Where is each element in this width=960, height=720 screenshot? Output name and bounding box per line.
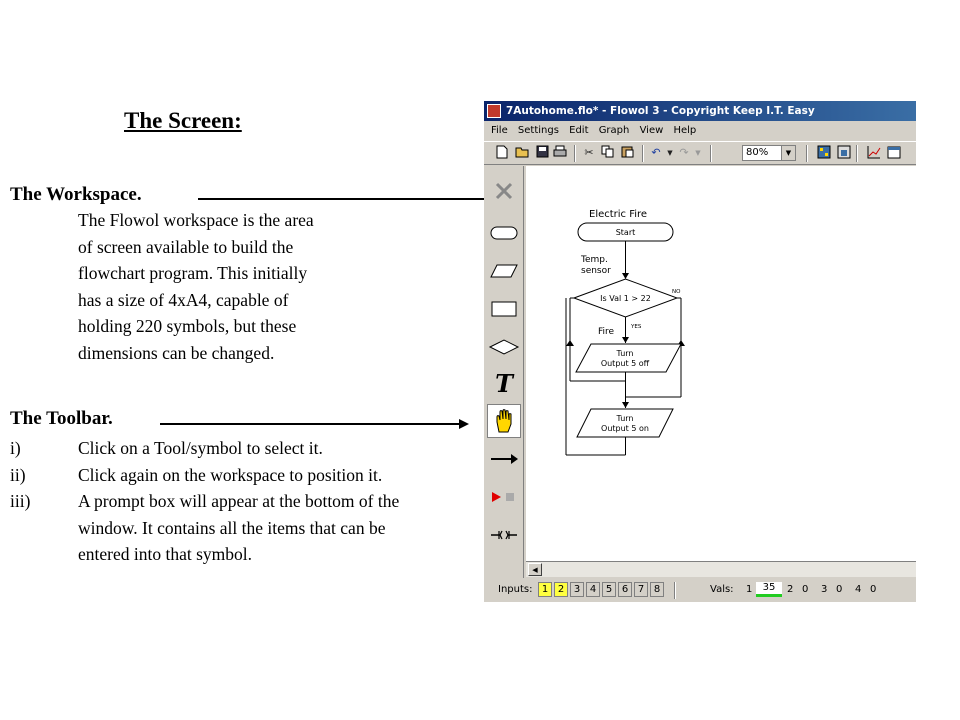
link-icon[interactable]	[487, 518, 521, 552]
connector-arrowhead	[622, 337, 629, 343]
io-status-bar	[484, 578, 916, 602]
list-item	[10, 488, 418, 568]
decision-shape-icon[interactable]	[487, 330, 521, 364]
connector-arrowhead	[566, 340, 574, 346]
input-toggle[interactable]: 8	[650, 582, 664, 597]
new-file-icon[interactable]	[494, 145, 510, 161]
print-icon[interactable]	[552, 145, 568, 161]
app-icon	[487, 104, 501, 118]
menu-edit[interactable]: Edit	[569, 125, 589, 136]
parallelogram-shape-icon[interactable]	[487, 254, 521, 288]
workspace-line: dimensions can be changed.	[78, 342, 275, 363]
properties-icon[interactable]	[886, 145, 902, 161]
val-reading[interactable]: 0	[802, 584, 809, 595]
redo-icon[interactable]: ↷	[679, 146, 689, 159]
start-label: Start	[615, 228, 636, 237]
redo-dropdown-icon[interactable]: ▼	[695, 149, 701, 157]
page-title: The Screen:	[124, 108, 242, 133]
copy-icon[interactable]	[600, 145, 616, 161]
decision-no-label: NO	[672, 289, 681, 295]
input-toggle[interactable]: 2	[554, 582, 568, 597]
step-number: ii)	[10, 464, 26, 485]
cut-scissors-icon[interactable]: ✂	[584, 146, 594, 159]
input-toggle[interactable]: 7	[634, 582, 648, 597]
mimic-view-icon[interactable]	[836, 145, 852, 161]
menu-help[interactable]: Help	[673, 125, 697, 136]
zoom-value: 80%	[746, 147, 769, 158]
menu-bar	[484, 122, 916, 140]
menu-graph[interactable]: Graph	[598, 125, 630, 136]
input-toggle[interactable]: 6	[618, 582, 632, 597]
text-tool-icon[interactable]: T	[495, 368, 513, 398]
inputs-label: Inputs:	[498, 584, 533, 595]
symbol-toolbox	[484, 166, 524, 578]
toolbar-pointer-line	[160, 423, 460, 425]
workspace-line: holding 220 symbols, but these	[78, 316, 297, 336]
fire-label: Fire	[598, 327, 615, 337]
menu-settings[interactable]: Settings	[517, 125, 559, 136]
input-toggle[interactable]: 1	[538, 582, 552, 597]
flowol-window	[484, 101, 916, 602]
connector-arrow-icon[interactable]	[487, 442, 521, 476]
workspace-description	[78, 207, 418, 366]
workspace-heading: The Workspace.	[10, 184, 142, 205]
val-reading[interactable]: 0	[836, 584, 843, 595]
undo-icon[interactable]: ↶	[651, 146, 661, 159]
toolbar-separator	[856, 145, 858, 162]
flowchart-label-title: Electric Fire	[589, 209, 648, 220]
val-id: 2	[787, 584, 794, 595]
step-text: Click on a Tool/symbol to select it.	[78, 438, 323, 458]
toolbar-separator	[710, 145, 712, 162]
hand-tool-icon[interactable]	[487, 404, 521, 438]
connector-arrowhead	[622, 402, 629, 408]
menu-file[interactable]: File	[491, 125, 508, 136]
toolbar-pointer-arrowhead	[459, 419, 469, 429]
main-toolbar	[484, 141, 916, 165]
workspace-line: has a size of 4xA4, capable of	[78, 289, 289, 310]
toolbar-steps	[10, 435, 418, 568]
step-text: Click again on the workspace to position it.	[78, 464, 383, 485]
open-folder-icon[interactable]	[514, 145, 530, 161]
workspace-line: The Flowol workspace is the area	[78, 210, 314, 230]
undo-dropdown-icon[interactable]: ▼	[667, 149, 673, 157]
val-id: 1	[746, 584, 753, 595]
terminator-shape-icon[interactable]	[487, 216, 521, 250]
zoom-select[interactable]	[742, 145, 796, 161]
sensor-label-line2: sensor	[581, 266, 611, 276]
toolbar-separator	[574, 145, 576, 162]
decision-yes-label: YES	[631, 324, 642, 330]
window-titlebar[interactable]	[484, 101, 916, 121]
run-stop-icon[interactable]	[487, 480, 521, 514]
toolbar-separator	[806, 145, 808, 162]
output-on-line2: Output 5 on	[601, 424, 649, 433]
status-separator	[674, 582, 676, 599]
chevron-down-icon[interactable]: ▼	[781, 146, 795, 160]
toolbar-heading: The Toolbar.	[10, 408, 113, 429]
mimic-panel-icon[interactable]	[816, 145, 832, 161]
save-disk-icon[interactable]	[534, 145, 550, 161]
flowchart-diagram	[526, 166, 916, 561]
workspace-line: flowchart program. This initially	[78, 263, 308, 283]
workspace-line: of screen available to build the	[78, 236, 294, 257]
list-item	[10, 462, 418, 489]
input-toggle[interactable]: 3	[570, 582, 584, 597]
val-reading[interactable]: 35	[756, 582, 782, 597]
step-number: iii)	[10, 491, 31, 511]
horizontal-scrollbar[interactable]	[526, 561, 916, 577]
output-off-line1: Turn	[616, 349, 634, 358]
step-text: A prompt box will appear at the bottom of the window. It contains all the items that can be entered into that symbol.	[78, 491, 400, 564]
sensor-label-line1: Temp.	[581, 255, 608, 265]
window-title: 7Autohome.flo* - Flowol 3 - Copyright Keep I.T. Easy	[506, 105, 815, 117]
rectangle-shape-icon[interactable]	[487, 292, 521, 326]
toolbar-separator	[642, 145, 644, 162]
graph-icon[interactable]	[866, 145, 882, 161]
val-id: 4	[855, 584, 862, 595]
scroll-left-icon[interactable]: ◀	[528, 563, 542, 576]
val-id: 3	[821, 584, 828, 595]
output-off-line2: Output 5 off	[600, 359, 650, 368]
step-number: i)	[10, 438, 21, 458]
input-toggle[interactable]: 4	[586, 582, 600, 597]
connector-arrowhead	[622, 273, 629, 279]
workspace-canvas[interactable]	[526, 166, 916, 561]
erase-icon[interactable]	[487, 174, 521, 208]
menu-view[interactable]: View	[639, 125, 664, 136]
list-item	[10, 435, 418, 462]
vals-label: Vals:	[710, 584, 734, 595]
output-on-line1: Turn	[616, 414, 634, 423]
val-reading[interactable]: 0	[870, 584, 877, 595]
input-toggle[interactable]: 5	[602, 582, 616, 597]
paste-icon[interactable]	[620, 145, 636, 161]
decision-label: Is Val 1 > 22	[600, 294, 651, 303]
